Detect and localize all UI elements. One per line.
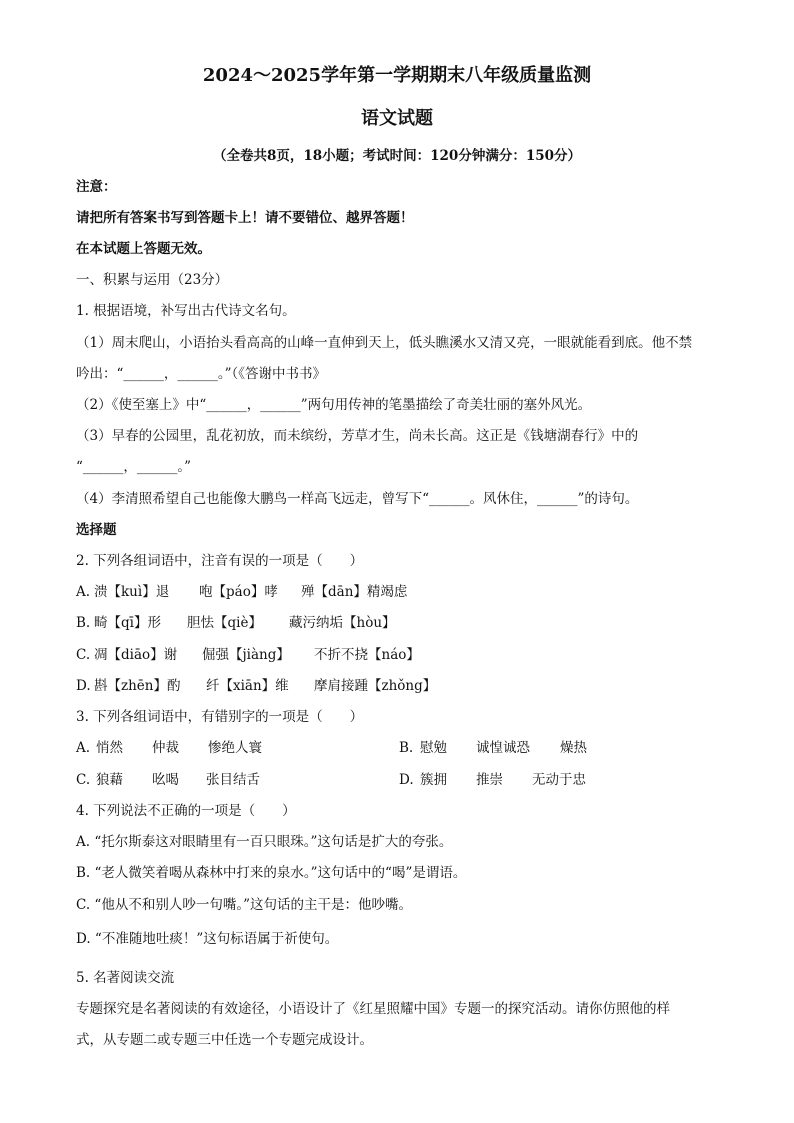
notice-label: 注意： [76,179,117,195]
q3-option-word: 仲裁 [152,740,179,756]
q4-option-c: C. “他从不和别人吵一句嘴。”这句话的主干是：他吵嘴。 [76,897,412,913]
q1-stem: 1. 根据语境，补写出古代诗文名句。 [76,303,296,319]
q2-option-word: 畸【qī】形 [94,615,161,631]
q1-part3-line2: “______，______。” [76,459,192,475]
exam-info: （全卷共8页，18小题；考试时间：120分钟满分：150分） [212,148,582,164]
q3-option-word: 无动于忠 [532,772,586,788]
q2-option-word: 不折不挠【náo】 [314,647,420,663]
q3-option-letter: B. [399,740,414,756]
q2-option-word: 纤【xiān】维 [206,678,289,694]
q3-stem: 3. 下列各组词语中，有错别字的一项是（ ） [76,709,364,725]
q3-option-word: 簇拥 [420,772,447,788]
q3-option-word: 推崇 [476,772,503,788]
exam-title: 2024～2025学年第一学期期末八年级质量监测 [202,65,592,86]
q2-option-letter: D. [76,678,91,694]
q4-option-d: D. “不准随地吐痰！”这句标语属于祈使句。 [76,931,339,947]
q3-option-letter: A. [76,740,91,756]
q1-part3-line1: （3）早春的公园里，乱花初放，而未缤纷，芳草才生，尚未长高。这正是《钱塘湖春行》中的 [76,428,639,444]
q2-option-letter: B. [76,615,91,631]
q1-part4: （4）李清照希望自己也能像大鹏鸟一样高飞远走，曾写下“______。风休住，______”的诗句。 [76,491,639,507]
q1-part1-line1: （1）周末爬山，小语抬头看高高的山峰一直伸到天上，低头瞧溪水又清又亮，一眼就能看到底。他不禁 [76,335,693,351]
q2-option-word: 凋【diāo】谢 [94,647,178,663]
q2-stem: 2. 下列各组词语中，注音有误的一项是（ ） [76,553,364,569]
q2-option-word: 斟【zhēn】酌 [94,678,181,694]
q1-part2: （2）《使至塞上》中“______，______”两句用传神的笔墨描绘了奇美壮丽的塞外风光。 [76,397,592,413]
notice-line-1: 请把所有答案书写到答题卡上！请不要错位、越界答题！ [76,210,414,226]
q3-option-word: 惨绝人寰 [208,740,262,756]
q3-option-word: 张目结舌 [206,772,260,788]
q2-option-word: 咆【páo】哮 [199,584,278,600]
q2-option-letter: C. [76,647,91,663]
q2-option-word: 倔强【jiàng】 [202,647,290,663]
q2-option-letter: A. [76,584,91,600]
q3-option-word: 悄然 [96,740,123,756]
q2-option-word: 溃【kuì】退 [94,584,170,600]
q2-option-word: 摩肩接踵【zhǒng】 [314,678,437,694]
q3-option-word: 诚惶诚恐 [476,740,530,756]
q4-stem: 4. 下列说法不正确的一项是（ ） [76,803,296,819]
q1-part1-line2: 吟出：“______，______。”（《答谢中书书》 [76,366,327,382]
q3-option-word: 吆喝 [152,772,179,788]
q3-option-letter: C. [76,772,91,788]
q2-option-word: 藏污纳垢【hòu】 [289,615,396,631]
q4-option-a: A. “托尔斯泰这对眼睛里有一百只眼珠。”这句话是扩大的夸张。 [76,834,453,850]
q5-text-line2: 式，从专题二或专题三中任选一个专题完成设计。 [76,1032,373,1048]
exam-subtitle: 语文试题 [361,108,433,129]
q5-stem: 5. 名著阅读交流 [76,970,175,986]
choice-heading: 选择题 [76,522,117,538]
q2-option-word: 殚【dān】精竭虑 [301,584,408,600]
q4-option-b: B. “老人微笑着喝从森林中打来的泉水。”这句话中的“喝”是谓语。 [76,865,467,881]
section-1-heading: 一、积累与运用（23分） [76,272,229,288]
q3-option-letter: D. [399,772,414,788]
q3-option-word: 狼藉 [96,772,123,788]
q3-option-word: 燥热 [560,740,587,756]
q2-option-word: 胆怯【qiè】 [187,615,262,631]
notice-line-2: 在本试题上答题无效。 [76,241,211,257]
q3-option-word: 慰勉 [420,740,447,756]
q5-text-line1: 专题探究是名著阅读的有效途径，小语设计了《红星照耀中国》专题一的探究活动。请你仿照他的样 [76,1001,670,1017]
